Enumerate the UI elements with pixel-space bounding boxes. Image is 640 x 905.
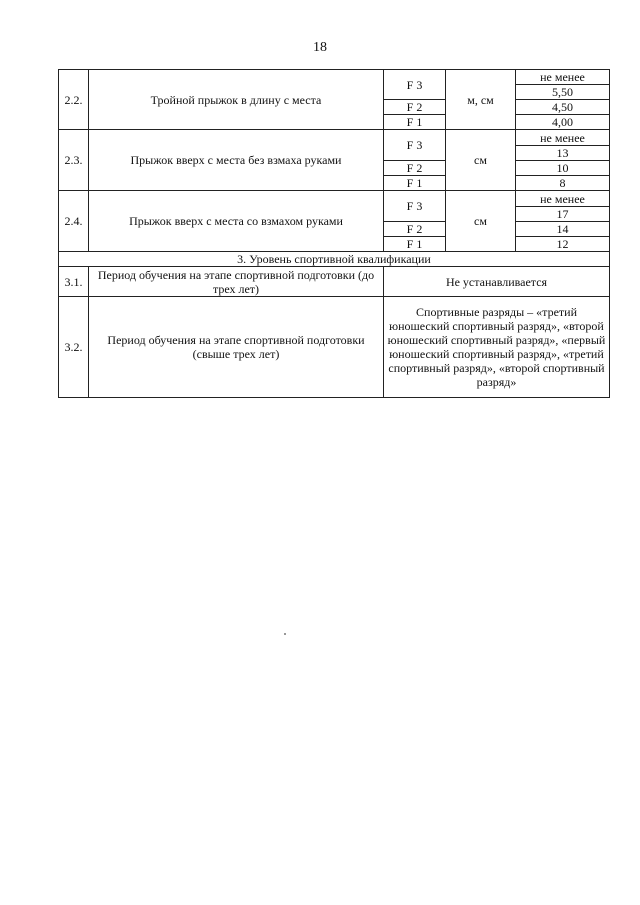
scan-speck [284,633,286,635]
level-cell: F 1 [384,176,446,191]
norm-value: 8 [516,176,610,191]
norm-value: 13 [516,146,610,161]
requirement-text: Не устанавливается [384,267,610,297]
unit-cell: м, см [446,70,516,130]
level-cell: F 1 [384,237,446,252]
norm-value: 17 [516,207,610,222]
table-row [59,130,610,146]
table-row [59,191,610,207]
norm-value: 5,50 [516,85,610,100]
period-description: Период обучения на этапе спортивной подготовки (свыше трех лет) [89,297,384,398]
level-cell: F 1 [384,115,446,130]
norm-value: 10 [516,161,610,176]
row-number: 2.4. [59,191,89,252]
norm-header: не менее [516,191,610,207]
exercise-name: Прыжок вверх с места без взмаха руками [89,130,384,191]
level-cell: F 3 [384,191,446,222]
norm-value: 14 [516,222,610,237]
section-title: 3. Уровень спортивной квалификации [59,252,610,267]
level-cell: F 3 [384,130,446,161]
norm-value: 4,50 [516,100,610,115]
table-row [59,297,610,398]
period-description: Период обучения на этапе спортивной подготовки (до трех лет) [89,267,384,297]
unit-cell: см [446,130,516,191]
level-cell: F 3 [384,70,446,100]
level-cell: F 2 [384,161,446,176]
norm-header: не менее [516,70,610,85]
norm-value: 12 [516,237,610,252]
exercise-name: Прыжок вверх с места со взмахом руками [89,191,384,252]
requirement-text: Спортивные разряды – «третий юношеский спортивный разряд», «второй юношеский спортивный разряд», «первый юношеский спортивный разряд», «третий спортивный разряд», «второй спортивный разряд» [384,297,610,398]
norm-value: 4,00 [516,115,610,130]
row-number: 2.3. [59,130,89,191]
table-row [59,267,610,297]
level-cell: F 2 [384,222,446,237]
norm-header: не менее [516,130,610,146]
row-number: 2.2. [59,70,89,130]
exercise-name: Тройной прыжок в длину с места [89,70,384,130]
page-number: 18 [313,40,327,55]
row-number: 3.1. [59,267,89,297]
standards-table [58,69,610,398]
table-row [59,70,610,85]
level-cell: F 2 [384,100,446,115]
section-header-row [59,252,610,267]
unit-cell: см [446,191,516,252]
row-number: 3.2. [59,297,89,398]
